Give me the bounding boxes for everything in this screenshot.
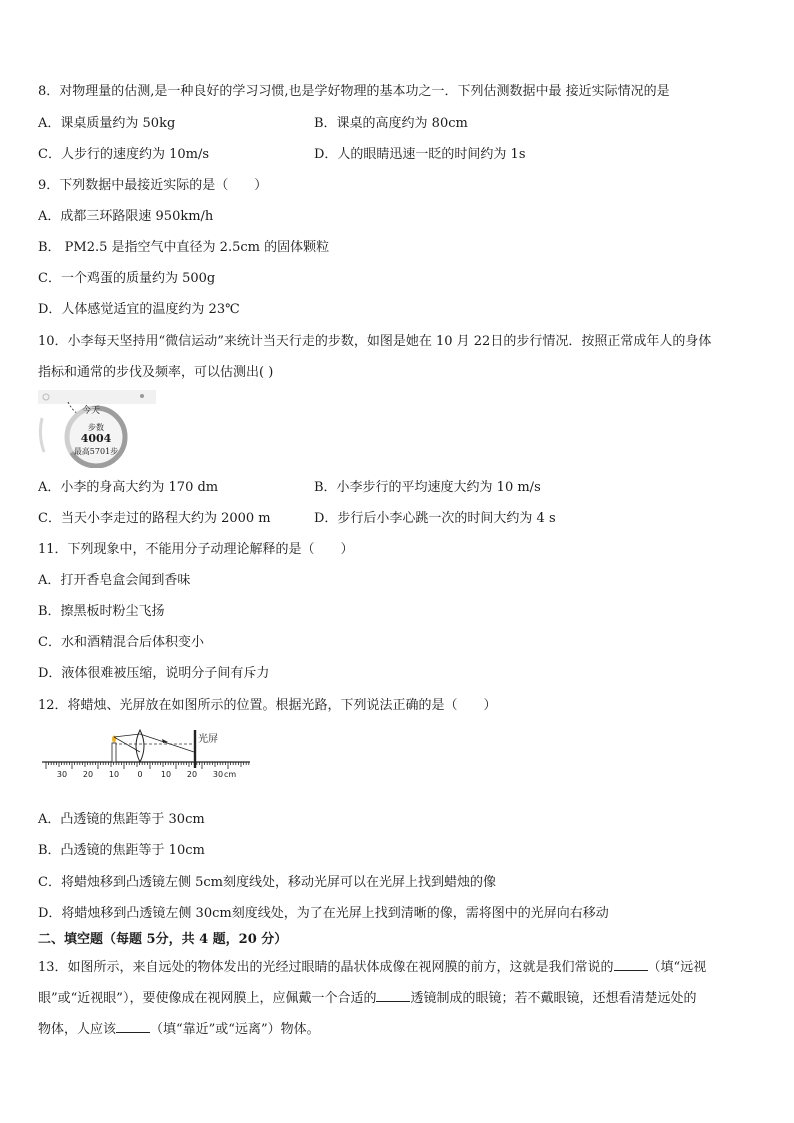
q13-line1-b: （填“远视 [647,960,707,975]
q11-option-a: A．打开香皂盒会闻到香味 [38,573,191,588]
steps-max: 最高5701步 [73,447,119,456]
q13-blank-3[interactable] [116,1020,150,1033]
q13-line1-a: 13．如图所示，来自远处的物体发出的光经过眼睛的晶状体成像在视网膜的前方，这就是我们常说的 [38,960,614,975]
q10-option-c: C．当天小李走过的路程大约为 2000 m [38,511,271,526]
ruler-tick-label: 10 [160,770,172,779]
steps-header-pin-icon [140,394,144,398]
q12-option-d: D．将蜡烛移到凸透镜左侧 30cm刻度线处，为了在光屏上找到清晰的像，需将图中的光屏向右移动 [38,906,609,921]
ruler-tick-label: 10 [108,770,120,779]
q10-stem-line1: 10．小李每天坚持用“微信运动”来统计当天行走的步数，如图是她在 10 月 22日的步行情况．按照正常成年人的身体 [38,334,712,349]
q10-stem-line2: 指标和通常的步伐及频率，可以估测出( ) [38,365,274,380]
q11-option-d: D．液体很难被压缩，说明分子间有斥力 [38,666,270,681]
q13-line3 [38,1020,320,1038]
light-ray-2 [140,734,194,752]
q11-option-b: B．擦黑板时粉尘飞扬 [38,604,165,619]
q8-option-a: A．课桌质量约为 50kg [38,116,176,131]
light-ray-1 [114,734,140,737]
steps-figure [38,390,156,468]
ruler-tick-label: 20 [82,770,94,779]
q13-blank-2[interactable] [376,989,410,1002]
q12-option-b: B．凸透镜的焦距等于 10cm [38,843,205,858]
steps-label: 步数 [88,423,104,432]
ruler-tick-label: 30 [56,770,68,779]
ruler-tick-label: 30 [212,770,224,779]
q13-line2-b: 透镜制成的眼镜；若不戴眼镜，还想看清楚远处的 [410,991,697,1006]
ruler-tick-label: 0 [137,770,143,779]
ruler-ticks [46,762,249,769]
q9-stem: 9．下列数据中最接近实际的是（ ） [38,178,268,193]
q8-option-d: D．人的眼睛迅速一眨的时间约为 1s [314,147,526,162]
q12-option-a: A．凸透镜的焦距等于 30cm [38,812,205,827]
q13-blank-1[interactable] [614,958,648,971]
q9-option-d: D．人体感觉适宜的温度约为 23℃ [38,302,240,317]
screen-label: 光屏 [198,734,218,745]
q11-option-c: C．水和酒精混合后体积变小 [38,635,204,650]
optical-bench-figure [38,728,254,784]
q11-stem: 11．下列现象中，不能用分子动理论解释的是（ ） [38,542,354,557]
q10-option-d: D．步行后小李心跳一次的时间大约为 4 s [314,511,556,526]
q12-stem: 12．将蜡烛、光屏放在如图所示的位置。根据光路，下列说法正确的是（ ） [38,698,497,713]
q9-option-b: B． PM2.5 是指空气中直径为 2.5cm 的固体颗粒 [38,240,330,255]
q13-line3-b: （填“靠近”或“远离”）物体。 [150,1022,320,1037]
candle [112,743,116,762]
steps-count: 4004 [80,432,112,445]
q13-line2 [38,989,696,1007]
q8-option-c: C．人步行的速度约为 10m/s [38,147,209,162]
q9-option-c: C．一个鸡蛋的质量约为 500g [38,271,216,286]
q8-option-b: B．课桌的高度约为 80cm [314,116,468,131]
ruler-unit: cm [224,770,237,779]
q10-option-a: A．小李的身高大约为 170 dm [38,480,219,495]
q10-option-b: B．小李步行的平均速度大约为 10 m/s [314,480,541,495]
section2-title: 二、填空题（每题 5分，共 4 题，20 分） [38,932,288,947]
q13-line2-a: 眼”或“近视眼”），要使像成在视网膜上，应佩戴一个合适的 [38,991,377,1006]
steps-today-label: 今天 [82,406,101,416]
q13-line1 [38,958,706,976]
ruler-tick-label: 20 [186,770,198,779]
q8-stem: 8．对物理量的估测,是一种良好的学习习惯,也是学好物理的基本功之一．下列估测数据中最 接近实际情况的是 [38,84,670,99]
q9-option-a: A．成都三环路限速 950km/h [38,209,214,224]
q13-line3-a: 物体，人应该 [38,1022,117,1037]
q12-option-c: C．将蜡烛移到凸透镜左侧 5cm刻度线处，移动光屏可以在光屏上找到蜡烛的像 [38,875,496,890]
steps-header-bar [38,390,156,404]
ray-arrow-icon [162,739,168,743]
